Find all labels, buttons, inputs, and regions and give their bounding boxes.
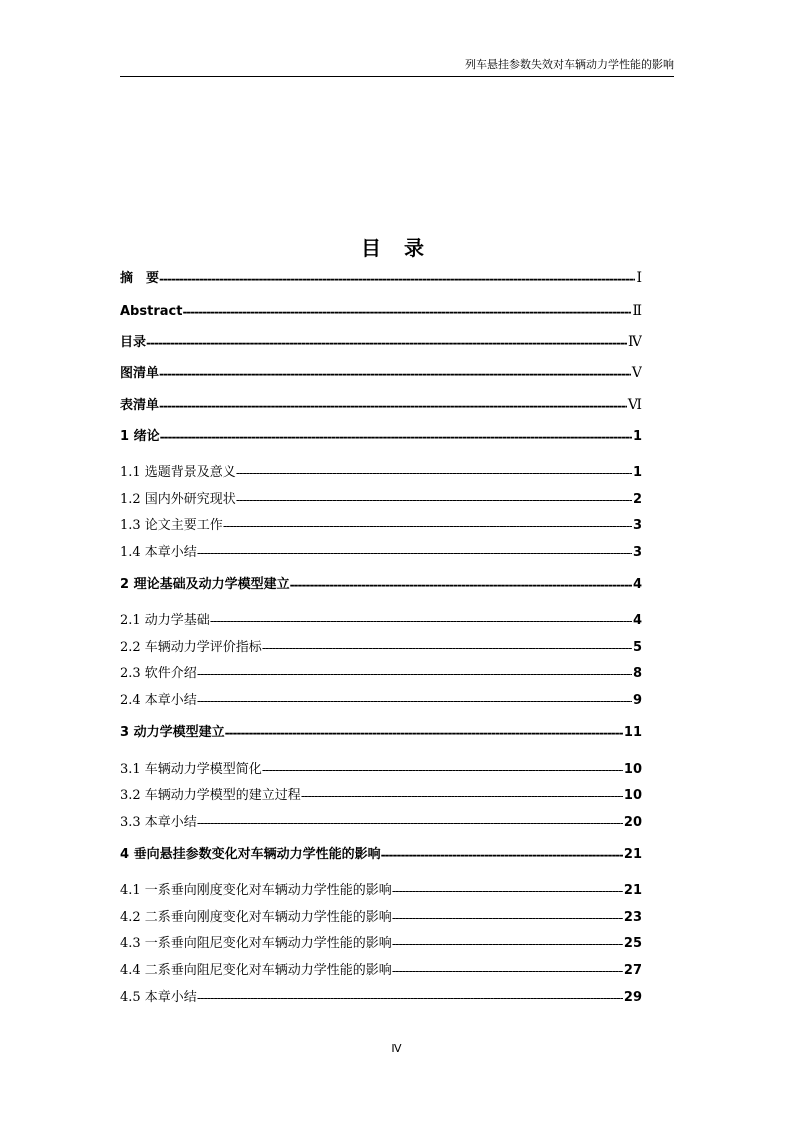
toc-entry-1-4[interactable]: 1.4 本章小结 ----- 3 [120,538,642,560]
toc-entry-2-3[interactable]: 2.3 软件介绍 ----- 8 [120,659,642,681]
toc-title: 目 录 [361,236,432,260]
toc-entry-abstract-cn[interactable]: 摘 要 ----- Ⅰ [120,264,642,286]
toc-entry-4-3[interactable]: 4.3 一系垂向阻尼变化对车辆动力学性能的影响 ----- 25 [120,929,642,951]
toc-entry-chapter-4[interactable]: 4 垂向悬挂参数变化对车辆动力学性能的影响 ----- 21 [120,840,642,862]
toc-entry-2-2[interactable]: 2.2 车辆动力学评价指标 ----- 5 [120,633,642,655]
toc-entry-1-2[interactable]: 1.2 国内外研究现状 ----- 2 [120,485,642,507]
toc-entry-contents[interactable]: 目录 ----- Ⅳ [120,328,642,350]
toc-entry-3-1[interactable]: 3.1 车辆动力学模型简化 ----- 10 [120,755,642,777]
toc-entry-chapter-3[interactable]: 3 动力学模型建立 ----- 11 [120,718,642,740]
toc-entry-chapter-1[interactable]: 1 绪论 ----- 1 [120,422,642,444]
toc-entry-figure-list[interactable]: 图清单 ----- Ⅴ [120,359,642,381]
running-header [120,56,674,77]
toc-entry-2-4[interactable]: 2.4 本章小结 ----- 9 [120,686,642,708]
toc-entry-2-1[interactable]: 2.1 动力学基础 ----- 4 [120,606,642,628]
toc-entry-4-1[interactable]: 4.1 一系垂向刚度变化对车辆动力学性能的影响 ----- 21 [120,876,642,898]
toc-entry-4-5[interactable]: 4.5 本章小结 ----- 29 [120,983,642,1005]
page-number: Ⅳ [391,1042,402,1055]
toc-entry-4-4[interactable]: 4.4 二系垂向阻尼变化对车辆动力学性能的影响 ----- 27 [120,956,642,978]
toc-entry-4-2[interactable]: 4.2 二系垂向刚度变化对车辆动力学性能的影响 ----- 23 [120,903,642,925]
toc-entry-1-1[interactable]: 1.1 选题背景及意义 ----- 1 [120,458,642,480]
toc-entry-chapter-2[interactable]: 2 理论基础及动力学模型建立 ----- 4 [120,570,642,592]
toc-entry-3-3[interactable]: 3.3 本章小结 ----- 20 [120,808,642,830]
toc-entry-1-3[interactable]: 1.3 论文主要工作 ----- 3 [120,511,642,533]
toc-entry-3-2[interactable]: 3.2 车辆动力学模型的建立过程 ----- 10 [120,781,642,803]
running-header-title: 列车悬挂参数失效对车辆动力学性能的影响 [465,58,674,71]
toc-entry-table-list[interactable]: 表清单 ----- Ⅵ [120,391,642,413]
toc-entry-abstract-en[interactable]: Abstract ----- Ⅱ [120,297,642,319]
